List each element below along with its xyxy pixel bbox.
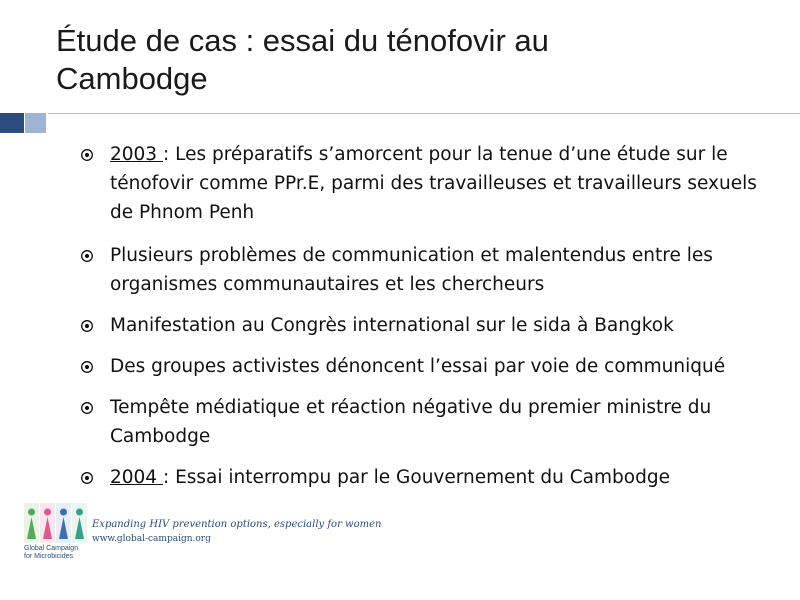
circled-dot-icon	[80, 471, 94, 485]
bullet-year: 2003	[110, 144, 163, 165]
accent-block-dark	[0, 113, 24, 133]
bullet-item	[80, 393, 780, 451]
title-divider	[48, 113, 800, 114]
bullet-item	[80, 241, 780, 299]
footer-tagline: Expanding HIV prevention options, especially for women	[92, 519, 382, 530]
accent-block-light	[25, 113, 46, 133]
slide-title	[56, 22, 756, 98]
bullet-item	[80, 311, 780, 340]
org-name	[24, 545, 88, 561]
bullet-text: Des groupes activistes dénoncent l’essai par voie de communiqué	[110, 356, 726, 377]
circled-dot-icon	[80, 360, 94, 374]
bullet-text: : Essai interrompu par le Gouvernement du Cambodge	[162, 467, 670, 488]
title-line-2: Cambodge	[56, 61, 208, 96]
bullet-item	[80, 463, 780, 492]
bullet-list	[80, 140, 780, 492]
bullet-text: Manifestation au Congrès international sur le sida à Bangkok	[110, 315, 674, 336]
bullet-text: Plusieurs problèmes de communication et malentendus entre les organismes communautaires et les chercheurs	[110, 245, 713, 295]
title-line-1: Étude de cas : essai du ténofovir au	[56, 23, 549, 58]
circled-dot-icon	[80, 249, 94, 263]
circled-dot-icon	[80, 148, 94, 162]
bullet-text: Tempête médiatique et réaction négative du premier ministre du Cambodge	[110, 397, 712, 447]
bullet-item	[80, 140, 780, 227]
left-accent-bar	[0, 113, 46, 133]
circled-dot-icon	[80, 401, 94, 415]
footer-logo	[24, 503, 424, 563]
org-line-1: Global Campaign	[24, 545, 79, 552]
org-line-2: for Microbicides	[24, 553, 74, 560]
bullet-text: : Les préparatifs s’amorcent pour la tenue d’une étude sur le ténofovir comme PPr.E, parmi des travailleuses et travailleurs sexuels de Phnom Penh	[110, 144, 757, 223]
campaign-emblem-icon	[24, 503, 88, 543]
bullet-year: 2004	[110, 467, 163, 488]
footer-url: www.global-campaign.org	[92, 534, 211, 544]
bullet-item	[80, 352, 780, 381]
circled-dot-icon	[80, 319, 94, 333]
